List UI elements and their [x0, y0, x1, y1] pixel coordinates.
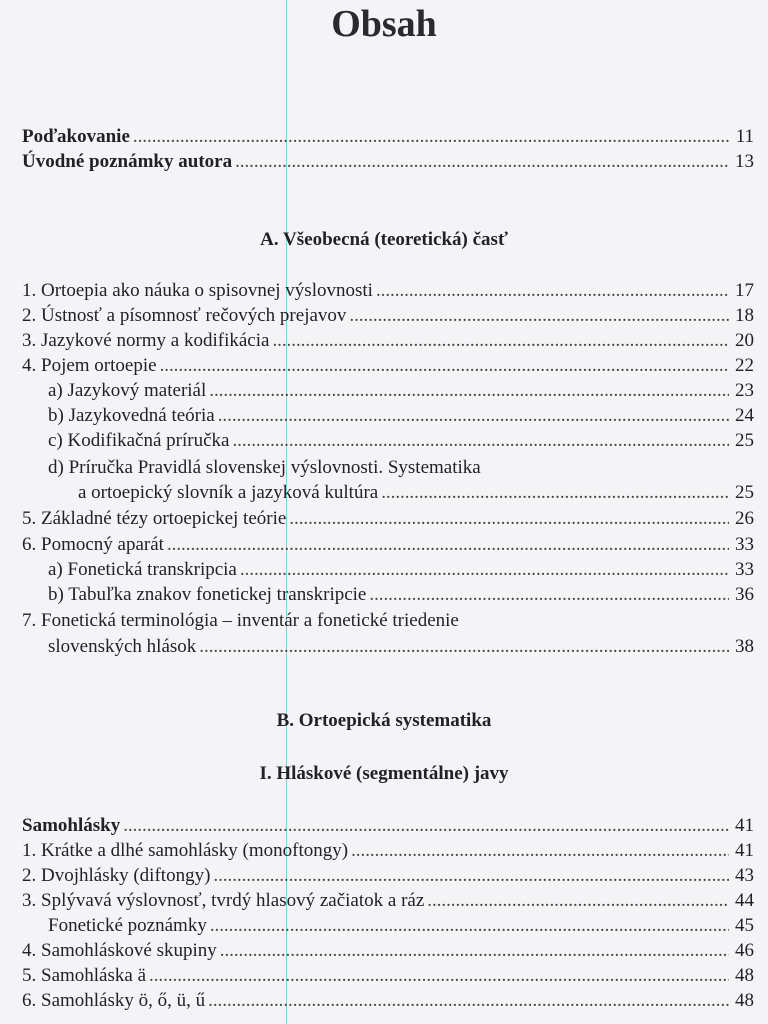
toc-entry[interactable]: [22, 353, 754, 378]
toc-entry-label: Poďakovanie: [22, 126, 130, 147]
toc-entry-page: 23: [735, 380, 754, 401]
toc-entry-page: 11: [735, 126, 754, 147]
toc-entry-page: 46: [735, 940, 754, 961]
toc-entry[interactable]: [22, 838, 754, 863]
toc-entry-page: 41: [735, 815, 754, 836]
leader-dots: [235, 149, 729, 174]
toc-entry-page: 36: [735, 584, 754, 605]
toc-entry[interactable]: [22, 328, 754, 353]
toc-entry-label: 3. Jazykové normy a kodifikácia: [22, 330, 270, 351]
leader-dots: [381, 480, 729, 505]
toc-entry-label: c) Kodifikačná príručka: [48, 430, 230, 451]
toc-entry[interactable]: [22, 988, 754, 1013]
leader-dots: [209, 378, 729, 403]
toc-entry-page: 18: [735, 305, 754, 326]
toc-entry-label: a) Fonetická transkripcia: [48, 559, 237, 580]
toc-entry-label: 6. Pomocný aparát: [22, 534, 164, 555]
toc-entry-label: 5. Základné tézy ortoepickej teórie: [22, 508, 287, 529]
leader-dots: [272, 328, 729, 353]
toc-entry-label: b) Jazykovedná teória: [48, 405, 215, 426]
leader-dots: [349, 303, 729, 328]
toc-entry[interactable]: [22, 532, 754, 557]
leader-dots: [208, 988, 729, 1013]
toc-entry-page: 41: [735, 840, 754, 861]
toc-entry-label: a) Jazykový materiál: [48, 380, 207, 401]
toc-subentry[interactable]: [48, 428, 754, 453]
leader-dots: [427, 888, 729, 913]
toc-entry-page: 38: [735, 636, 754, 657]
toc-entry-vowels[interactable]: [22, 813, 754, 838]
toc-entry-label: 1. Ortoepia ako náuka o spisovnej výslovnosti: [22, 280, 373, 301]
toc-entry-label: 3. Splývavá výslovnosť, tvrdý hlasový začiatok a ráz: [22, 890, 425, 911]
toc-entry-label: 6. Samohlásky ö, ő, ü, ű: [22, 990, 206, 1011]
leader-dots: [289, 506, 729, 531]
toc-entry-label: Fonetické poznámky: [48, 915, 207, 936]
toc-entry-acknowledgements[interactable]: [22, 124, 754, 149]
leader-dots: [210, 913, 729, 938]
toc-entry-page: 17: [735, 280, 754, 301]
toc-entry[interactable]: [22, 938, 754, 963]
toc-entry-continuation[interactable]: [48, 634, 754, 659]
leader-dots: [376, 278, 729, 303]
leader-dots: [232, 428, 729, 453]
leader-dots: [240, 557, 729, 582]
toc-entry-page: 48: [735, 965, 754, 986]
toc-subentry-continuation[interactable]: [78, 480, 754, 505]
toc-subentry[interactable]: [48, 557, 754, 582]
toc-entry[interactable]: [22, 863, 754, 888]
toc-entry-page: 24: [735, 405, 754, 426]
toc-entry[interactable]: [22, 963, 754, 988]
page-title: Obsah: [331, 3, 437, 45]
toc-entry-page: 25: [735, 430, 754, 451]
toc-entry-page: 44: [735, 890, 754, 911]
leader-dots: [218, 403, 729, 428]
toc-entry-page: 20: [735, 330, 754, 351]
toc-entry-label: 2. Dvojhlásky (diftongy): [22, 865, 211, 886]
toc-entry-page: 43: [735, 865, 754, 886]
toc-entry-page: 48: [735, 990, 754, 1011]
toc-entry-label: 4. Pojem ortoepie: [22, 355, 157, 376]
toc-entry-page: 22: [735, 355, 754, 376]
toc-subentry[interactable]: [48, 403, 754, 428]
leader-dots: [351, 838, 729, 863]
toc-entry[interactable]: [22, 303, 754, 328]
toc-entry-label: Samohlásky: [22, 815, 121, 836]
section-a-heading: A. Všeobecná (teoretická) časť: [260, 229, 508, 250]
toc-subentry[interactable]: [48, 378, 754, 403]
toc-entry-label: 4. Samohláskové skupiny: [22, 940, 217, 961]
toc-entry-author-notes[interactable]: [22, 149, 754, 174]
toc-entry-label: a ortoepický slovník a jazyková kultúra: [78, 482, 379, 503]
toc-entry-label: 5. Samohláska ä: [22, 965, 147, 986]
toc-entry-page: 33: [735, 534, 754, 555]
toc-entry-first-line[interactable]: 7. Fonetická terminológia – inventár a fonetické triedenie: [22, 610, 459, 631]
toc-entry-page: 13: [735, 151, 754, 172]
toc-entry-label: b) Tabuľka znakov fonetickej transkripcie: [48, 584, 367, 605]
toc-entry-page: 45: [735, 915, 754, 936]
leader-dots: [160, 353, 729, 378]
toc-subentry-first-line[interactable]: d) Príručka Pravidlá slovenskej výslovnosti. Systematika: [48, 457, 481, 478]
toc-entry-label: Úvodné poznámky autora: [22, 151, 233, 172]
toc-entry-label: 1. Krátke a dlhé samohlásky (monoftongy): [22, 840, 349, 861]
section-b-heading: B. Ortoepická systematika: [276, 710, 492, 731]
leader-dots: [123, 813, 729, 838]
leader-dots: [213, 863, 729, 888]
toc-entry[interactable]: [22, 888, 754, 913]
leader-dots: [369, 582, 729, 607]
toc-subentry[interactable]: [48, 582, 754, 607]
toc-entry[interactable]: [22, 278, 754, 303]
leader-dots: [199, 634, 729, 659]
leader-dots: [167, 532, 729, 557]
toc-entry-label: 2. Ústnosť a písomnosť rečových prejavov: [22, 305, 347, 326]
toc-entry-page: 25: [735, 482, 754, 503]
leader-dots: [133, 124, 729, 149]
leader-dots: [220, 938, 729, 963]
toc-entry[interactable]: [22, 506, 754, 531]
leader-dots: [149, 963, 729, 988]
section-b-subheading: I. Hláskové (segmentálne) javy: [259, 763, 509, 784]
toc-entry-page: 26: [735, 508, 754, 529]
toc-subentry[interactable]: [48, 913, 754, 938]
toc-entry-label: slovenských hlások: [48, 636, 197, 657]
toc-entry-page: 33: [735, 559, 754, 580]
